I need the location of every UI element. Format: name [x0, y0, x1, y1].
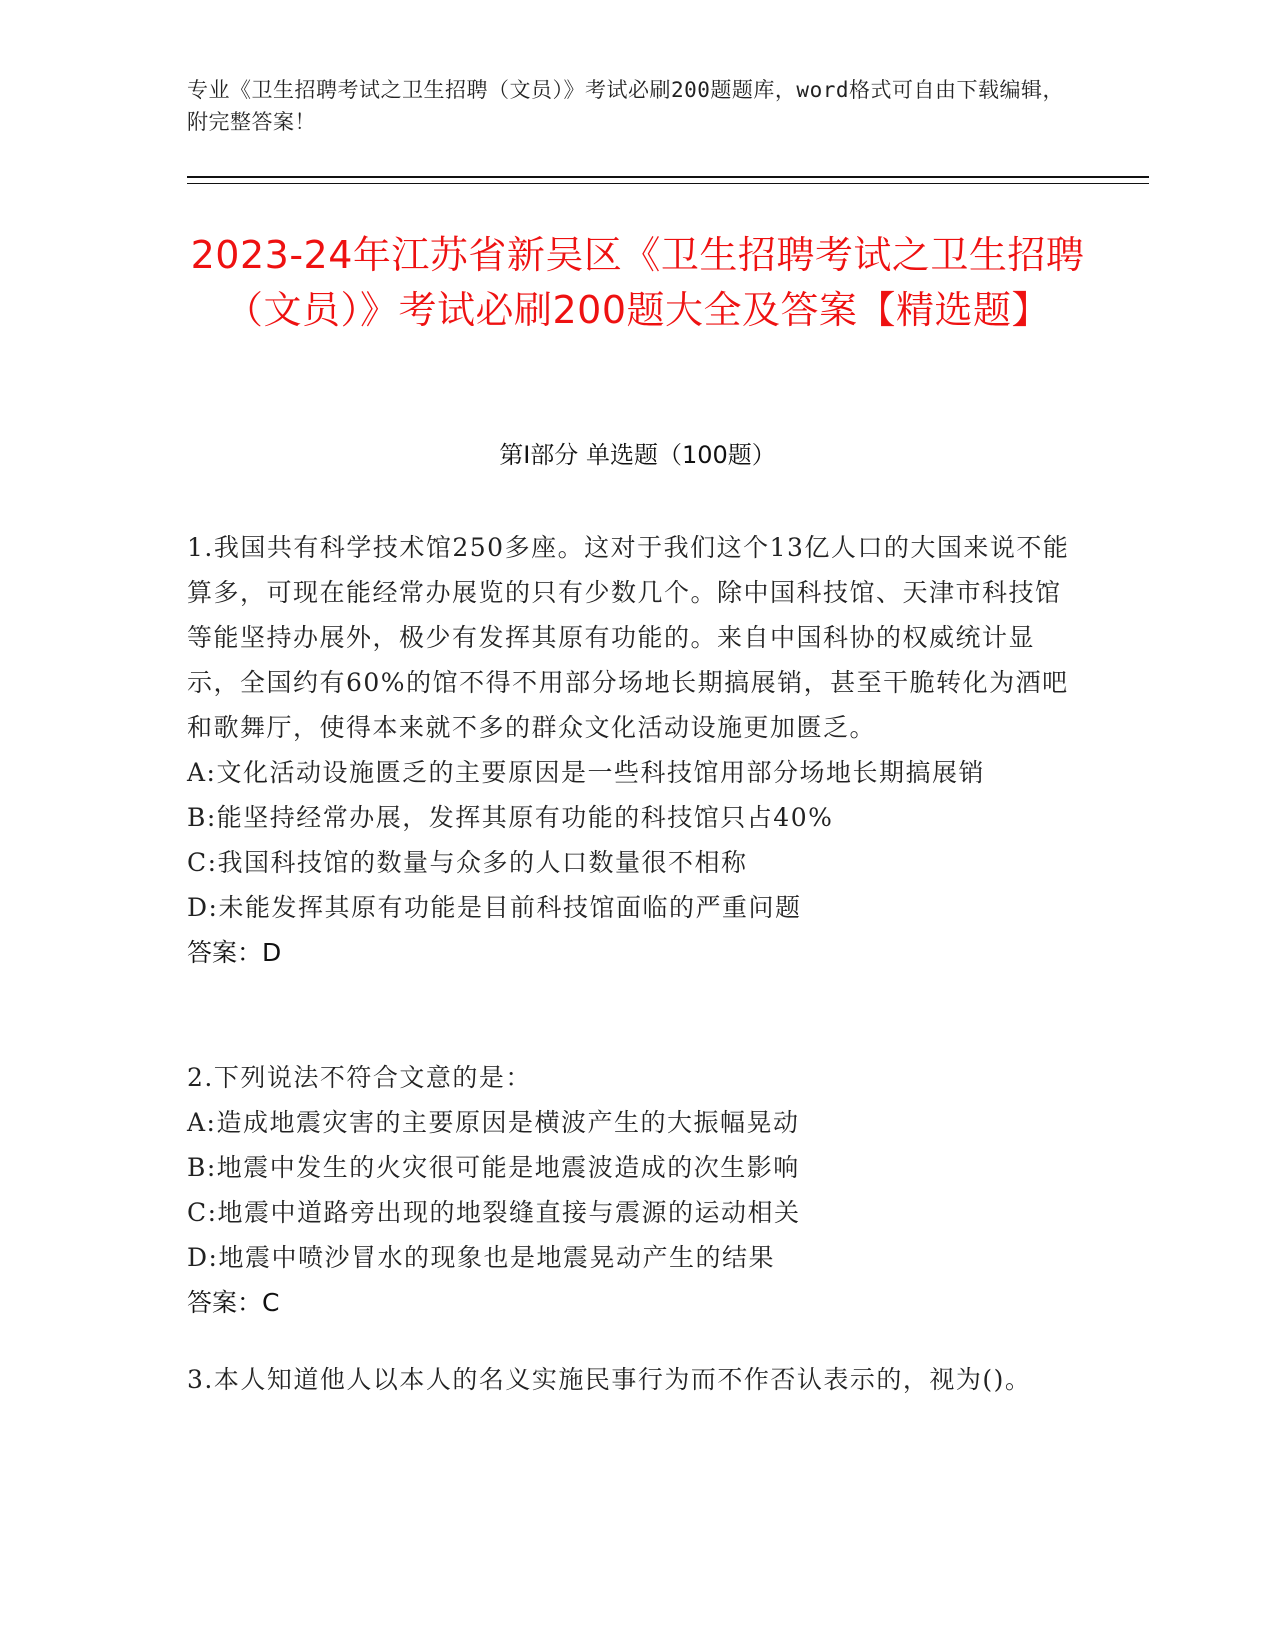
- header-divider-thin: [187, 183, 1149, 184]
- option-d: D:未能发挥其原有功能是目前科技馆面临的严重问题: [187, 893, 802, 922]
- option-d: D:地震中喷沙冒水的现象也是地震晃动产生的结果: [187, 1243, 775, 1272]
- option-b: B:地震中发生的火灾很可能是地震波造成的次生影响: [187, 1153, 800, 1182]
- option-b: B:能坚持经常办展，发挥其原有功能的科技馆只占40%: [187, 803, 834, 832]
- option-c: C:地震中道路旁出现的地裂缝直接与震源的运动相关: [187, 1198, 801, 1227]
- question-2: [187, 1055, 1087, 1325]
- answer-label: 答案：D: [187, 938, 282, 967]
- question-stem: 2.下列说法不符合文意的是：: [187, 1063, 532, 1092]
- option-a: A:造成地震灾害的主要原因是横波产生的大振幅晃动: [187, 1108, 800, 1137]
- header-divider-thick: [187, 176, 1149, 178]
- option-c: C:我国科技馆的数量与众多的人口数量很不相称: [187, 848, 748, 877]
- header-note: 专业《卫生招聘考试之卫生招聘（文员）》考试必刷200题题库，word格式可自由下载编辑，附完整答案！: [187, 78, 1064, 134]
- document-title: 2023-24年江苏省新吴区《卫生招聘考试之卫生招聘（文员）》考试必刷200题大全及答案【精选题】: [190, 233, 1085, 332]
- question-1: [187, 525, 1087, 975]
- option-a: A:文化活动设施匮乏的主要原因是一些科技馆用部分场地长期搞展销: [187, 758, 985, 787]
- question-stem: 3.本人知道他人以本人的名义实施民事行为而不作否认表示的，视为()。: [187, 1365, 1032, 1394]
- answer-label: 答案：C: [187, 1288, 280, 1317]
- question-stem: 1.我国共有科学技术馆250多座。这对于我们这个13亿人口的大国来说不能算多，可现在能经常办展览的只有少数几个。除中国科技馆、天津市科技馆等能坚持办展外，极少有发挥其原有功能的。来自中国科协的权威统计显示，全国约有60%的馆不得不用部分场地长期搞展销，甚至干脆转化为酒吧和歌舞厅，使得本来就不多的群众文化活动设施更加匮乏。: [187, 533, 1070, 742]
- section-heading: 第I部分 单选题（100题）: [499, 441, 776, 469]
- question-3: [187, 1357, 1087, 1402]
